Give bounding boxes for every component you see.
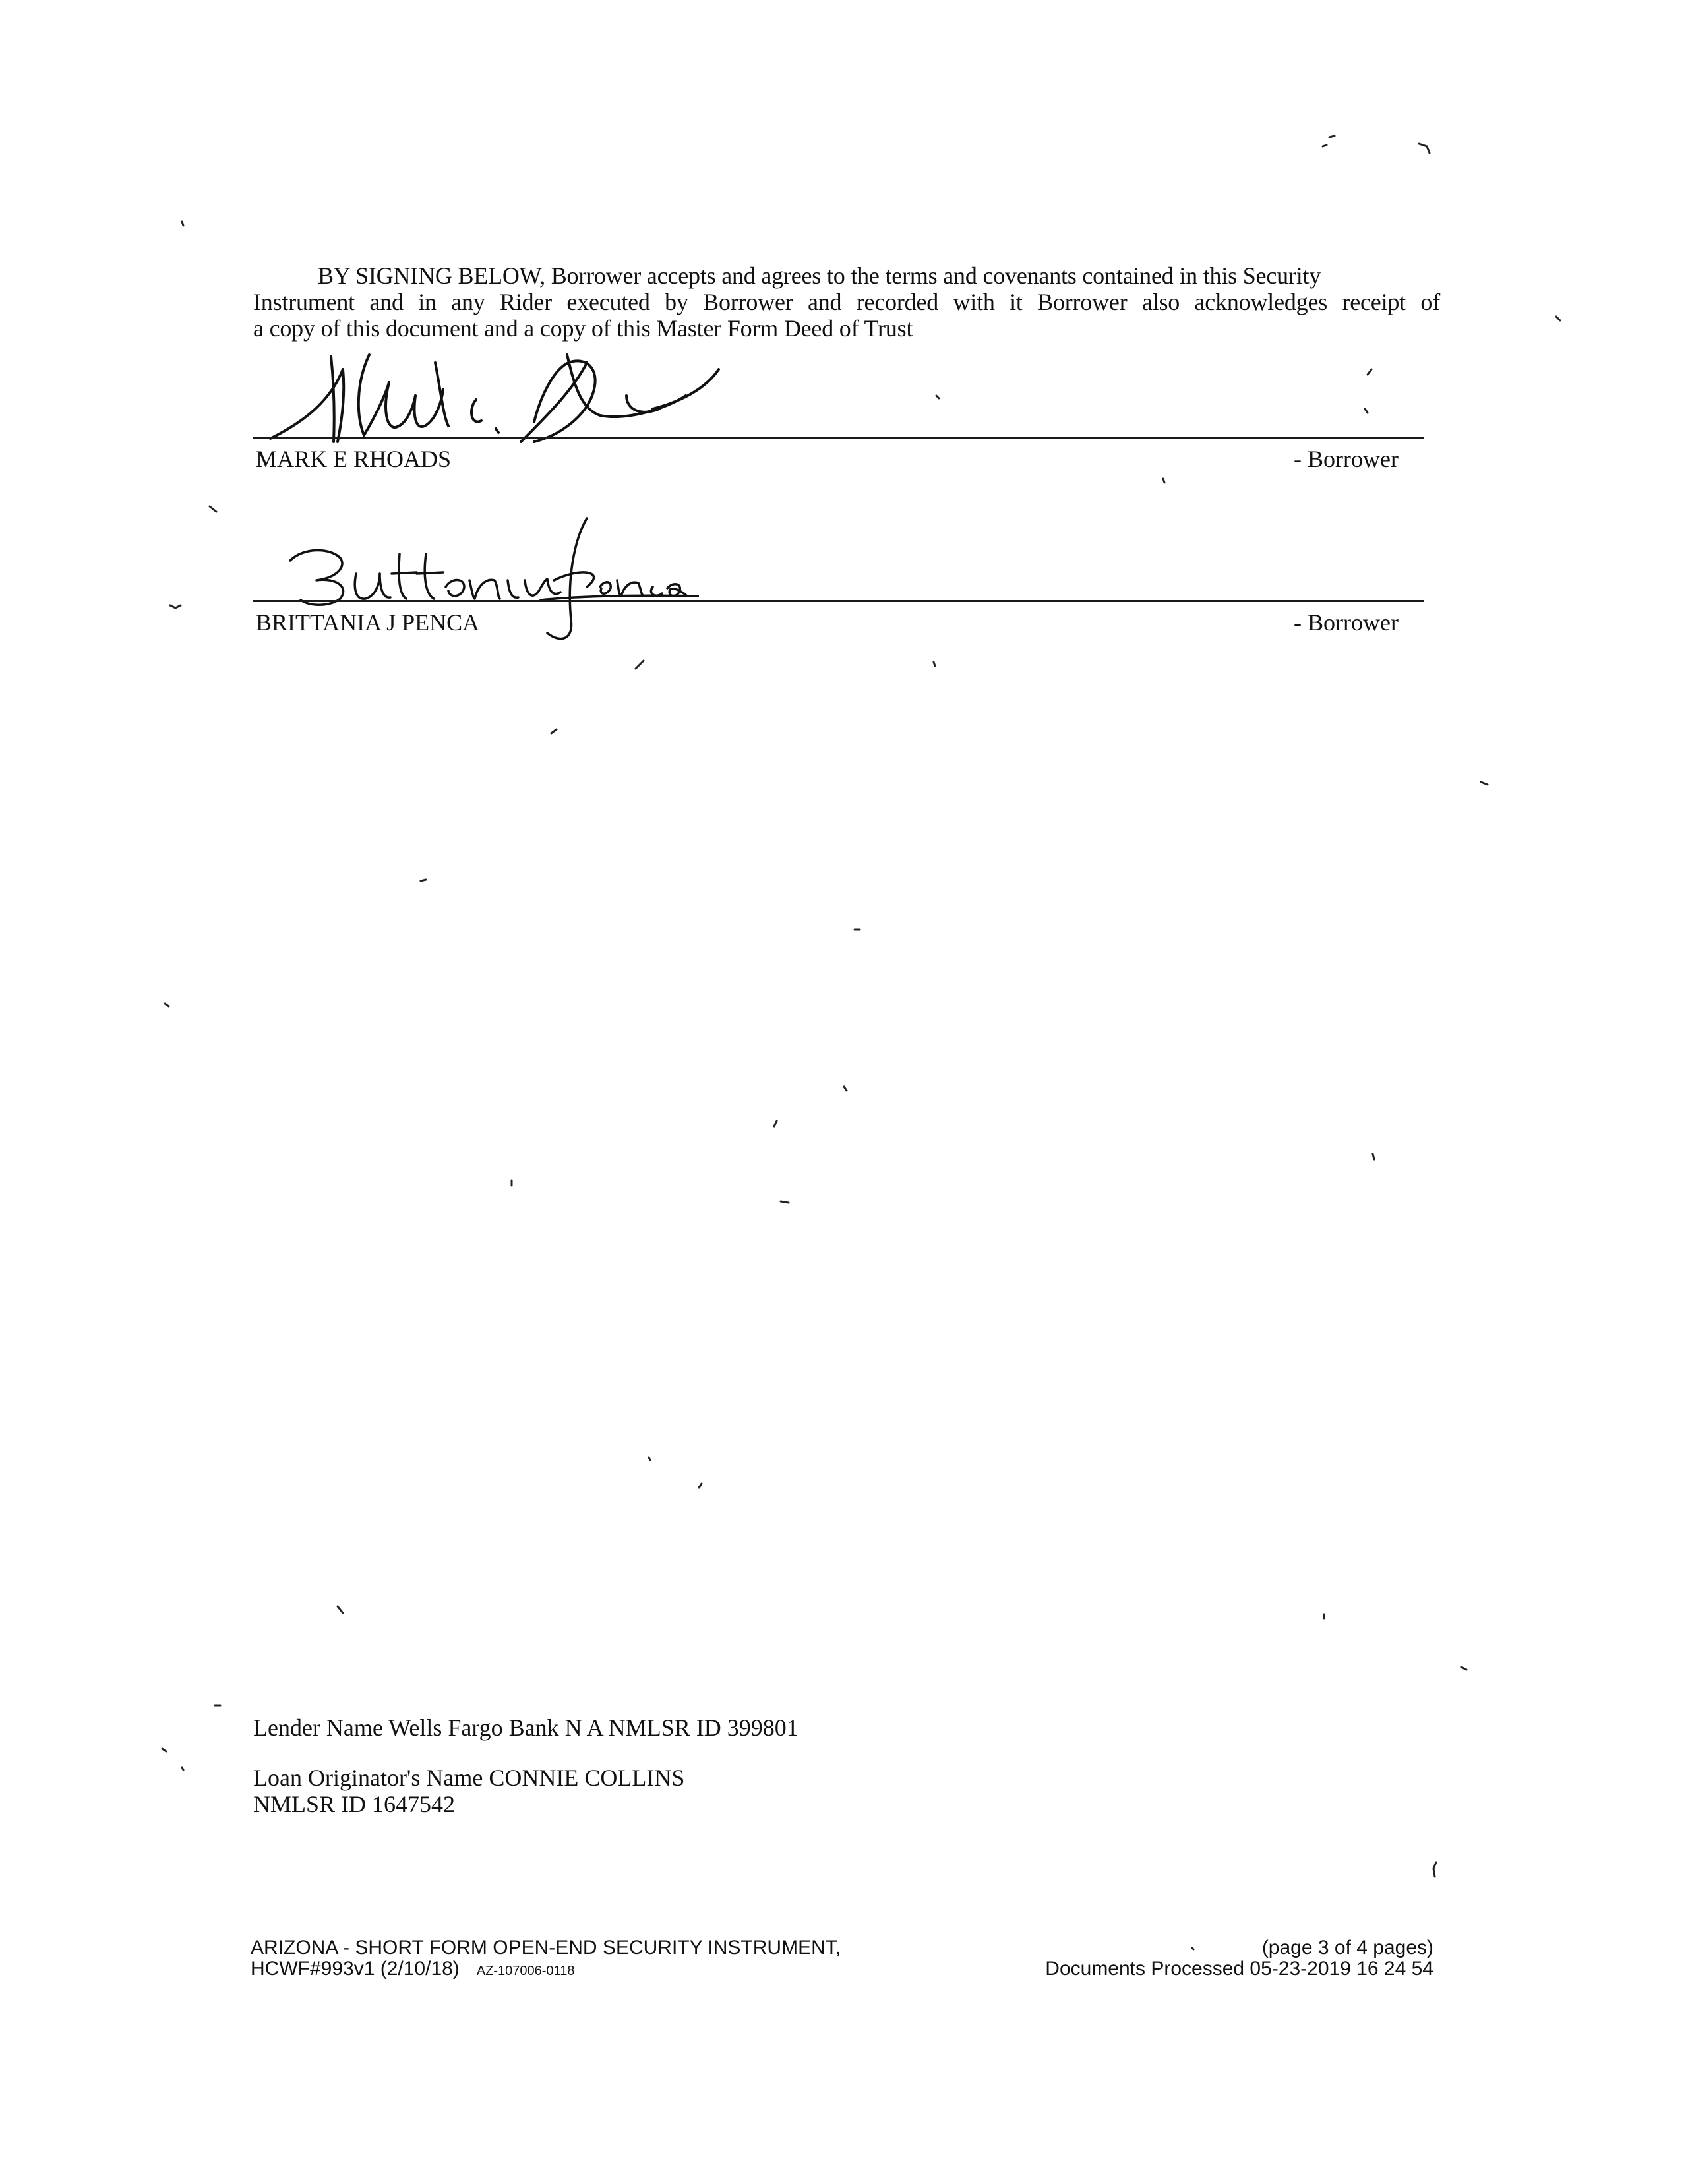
acknowledgment-paragraph bbox=[253, 262, 1440, 342]
footer-form-title: ARIZONA - SHORT FORM OPEN-END SECURITY INSTRUMENT, bbox=[251, 1937, 841, 1958]
signer-role-2: - Borrower bbox=[1294, 609, 1399, 636]
footer-form-code-row bbox=[251, 1958, 841, 1982]
signature-line-2 bbox=[253, 600, 1424, 602]
originator-nmlsr-line: NMLSR ID 1647542 bbox=[253, 1791, 456, 1817]
footer-form-info bbox=[251, 1937, 841, 1982]
signer-role-1: - Borrower bbox=[1294, 446, 1399, 472]
signature-mark-rhoads bbox=[257, 343, 771, 448]
acknowledgment-line-1: BY SIGNING BELOW, Borrower accepts and agrees to the terms and covenants contained in this Security bbox=[318, 262, 1321, 289]
footer-form-code: HCWF#993v1 (2/10/18) bbox=[251, 1958, 460, 1980]
acknowledgment-line-3: a copy of this document and a copy of this Master Form Deed of Trust bbox=[253, 315, 913, 342]
lender-name-line: Lender Name Wells Fargo Bank N A NMLSR ID 399801 bbox=[253, 1714, 799, 1741]
signer-name-2: BRITTANIA J PENCA bbox=[256, 609, 480, 636]
acknowledgment-line-2: Instrument and in any Rider executed by Borrower and recorded with it Borrower also acknowledges receipt of bbox=[253, 289, 1440, 315]
loan-originator-line: Loan Originator's Name CONNIE COLLINS bbox=[253, 1765, 685, 1791]
signer-name-1: MARK E RHOADS bbox=[256, 446, 452, 472]
footer-processed-date: Documents Processed 05-23-2019 16 24 54 bbox=[1045, 1958, 1433, 1980]
footer-page-info bbox=[1045, 1937, 1433, 1980]
footer-form-number: AZ-107006-0118 bbox=[476, 1964, 575, 1978]
signature-line-1 bbox=[253, 437, 1424, 439]
footer-page-number: (page 3 of 4 pages) bbox=[1261, 1937, 1433, 1958]
